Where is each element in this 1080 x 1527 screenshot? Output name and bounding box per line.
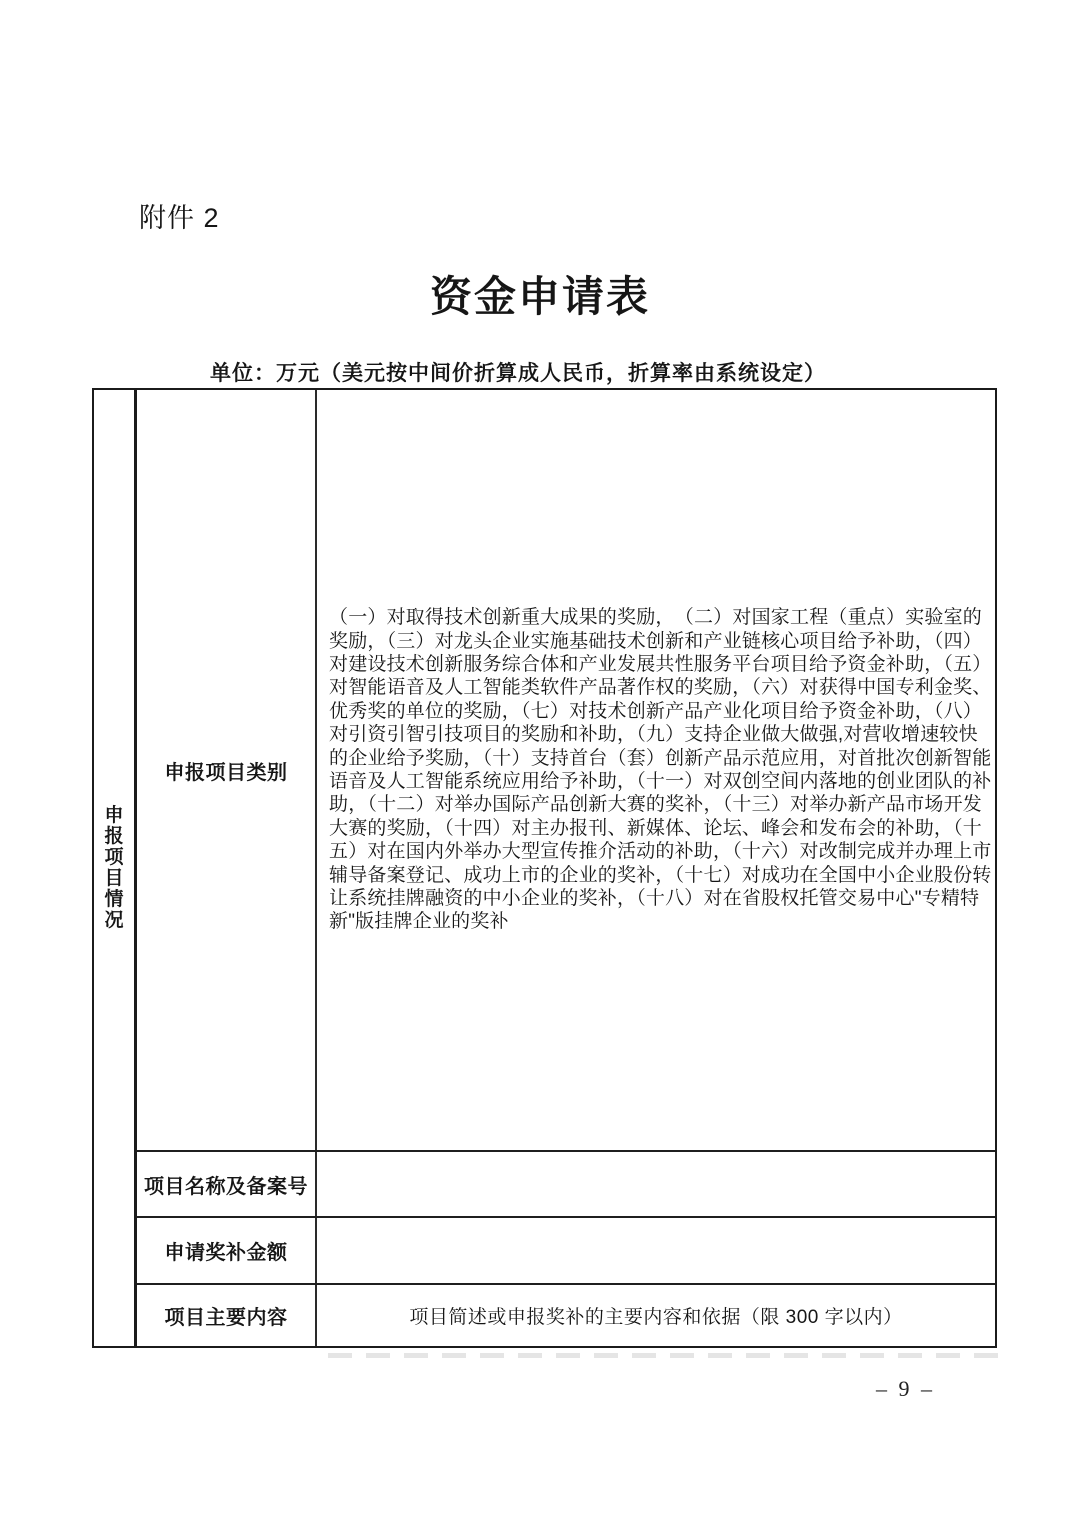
category-content-line: 让系统挂牌融资的中小企业的奖补，（十八）对在省股权托管交易中心"专精特 [329, 888, 980, 910]
table-row-main-content [137, 1283, 995, 1346]
subsidy-amount-value-cell [317, 1218, 995, 1283]
group-label-char: 报 [104, 826, 124, 847]
row-label-main-content: 项目主要内容 [137, 1285, 317, 1346]
category-content-line: 对建设技术创新服务综合体和产业发展共性服务平台项目给予资金补助，（五） [329, 653, 992, 675]
category-content-line: 助，（十二）对举办国际产品创新大赛的奖补，（十三）对举办新产品市场开发 [329, 794, 983, 816]
row-label-subsidy-amount: 申请奖补金额 [137, 1218, 317, 1283]
category-content-line: 五）对在国内外举办大型宣传推介活动的补助，（十六）对改制完成并办理上市 [329, 841, 992, 863]
category-content-line: 优秀奖的单位的奖励，（七）对技术创新产品产业化项目给予资金补助，（八） [329, 700, 983, 722]
category-content-line: 对引资引智引技项目的奖励和补助，（九）支持企业做大做强,对营收增速较快 [329, 724, 978, 746]
category-content-line: 大赛的奖励，（十四）对主办报刊、新媒体、论坛、峰会和发布会的补助，（十 [329, 817, 983, 839]
category-content-line: 的企业给予奖励，（十）支持首台（套）创新产品示范应用，对首批次创新智能 [329, 747, 992, 769]
group-label-char: 情 [104, 889, 124, 910]
attachment-label: 附件 2 [139, 203, 220, 233]
category-content-line: （一）对取得技术创新重大成果的奖励， （二）对国家工程（重点）实验室的 [329, 607, 983, 629]
project-name-value-cell [317, 1152, 995, 1216]
page-title: 资金申请表 [429, 275, 650, 321]
group-label-char: 目 [104, 868, 124, 889]
category-content-line: 辅导备案登记、成功上市的企业的奖补，（十七）对成功在全国中小企业股份转 [329, 864, 992, 886]
unit-note: 单位：万元（美元按中间价折算成人民币，折算率由系统设定） [210, 362, 826, 385]
category-paragraph [329, 606, 990, 934]
category-content-line: 奖励，（三）对龙头企业实施基础技术创新和产业链核心项目给予补助，（四） [329, 630, 983, 652]
page-number: – 9 – [876, 1376, 935, 1401]
group-label-char: 况 [104, 910, 124, 931]
main-content-value-cell: 项目简述或申报奖补的主要内容和依据（限 300 字以内） [409, 1307, 903, 1328]
table-row-subsidy-amount [137, 1216, 995, 1283]
table-row-project-name [137, 1150, 995, 1216]
table-row-category [137, 390, 995, 1150]
table-rows [137, 390, 995, 1346]
group-label-char: 申 [104, 805, 124, 826]
category-content-line: 对智能语音及人工智能类软件产品著作权的奖励，（六）对获得中国专利金奖、 [329, 677, 992, 699]
category-content-line: 语音及人工智能系统应用给予补助，（十一）对双创空间内落地的创业团队的补 [329, 771, 992, 792]
category-content-line: 新"版挂牌企业的奖补 [329, 911, 509, 933]
group-label-char: 项 [104, 847, 124, 868]
row-label-category: 申报项目类别 [137, 390, 317, 1150]
group-label-cell [94, 390, 137, 1346]
row-label-project-name: 项目名称及备案号 [137, 1152, 317, 1216]
fund-application-table [92, 388, 997, 1348]
scan-shadow-streak [328, 1353, 1006, 1358]
category-content-cell [317, 390, 995, 1150]
